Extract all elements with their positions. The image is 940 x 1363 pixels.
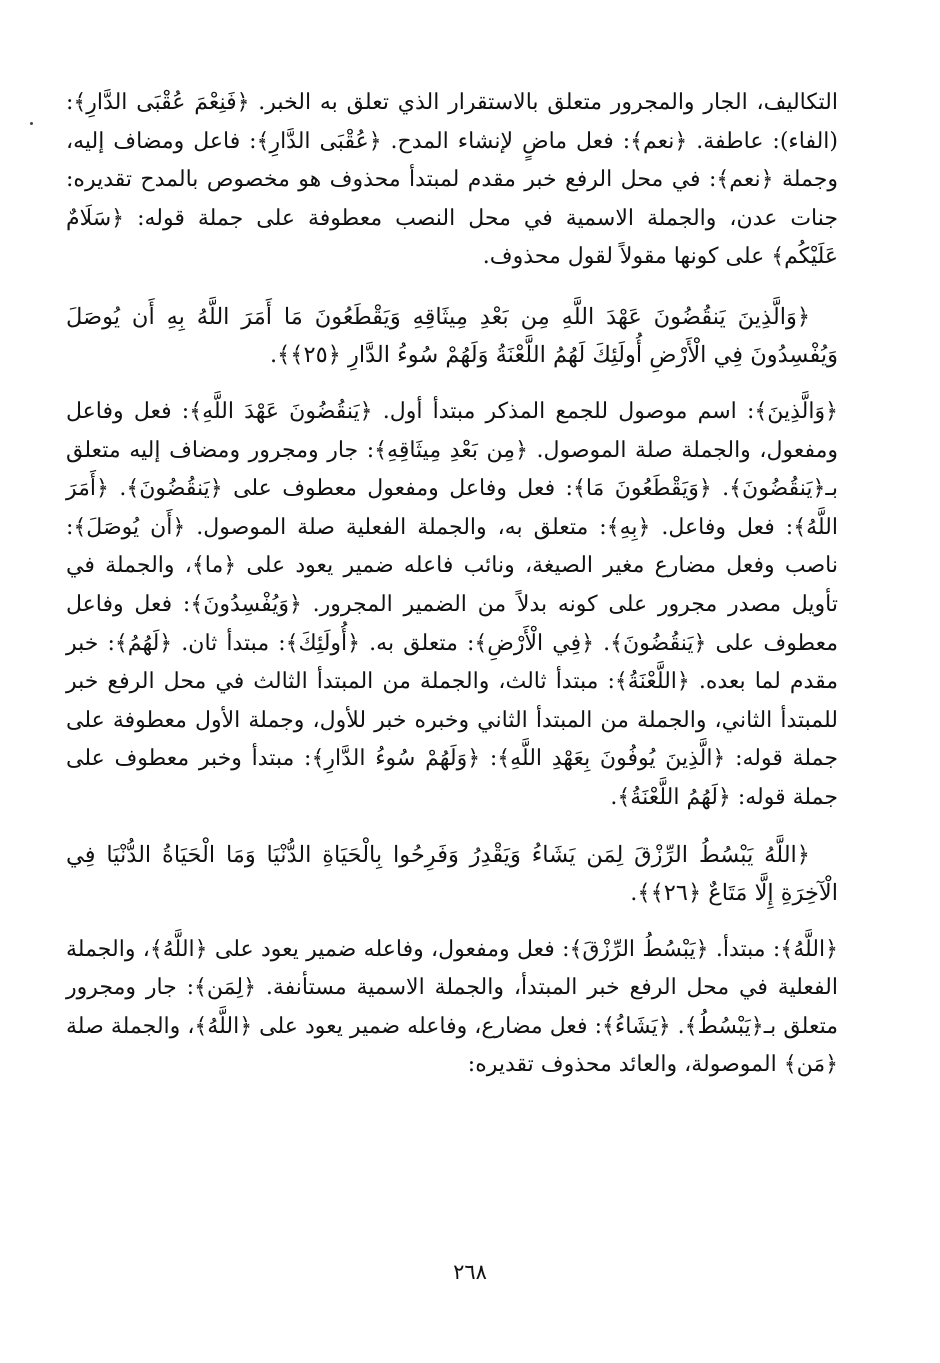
paragraph-commentary-1: التكاليف، الجار والمجرور متعلق بالاستقرار الذي تعلق به الخبر. ﴿فَنِعْمَ عُقْبَى الدَّارِ﴾: (الفاء): عاطفة. ﴿نعم﴾: فعل ماضٍ لإنشاء المدح. ﴿عُقْبَى الدَّارِ﴾: فاعل ومضاف إليه، وجملة ﴿نعم﴾: في محل الرفع خبر مقدم لمبتدأ محذوف هو مخصوص بالمدح تقديره: جنات عدن، والجملة الاسمية في محل النصب معطوفة على جملة قوله: ﴿سَلَامٌ عَلَيْكُم﴾ على كونها مقولاً لقول محذوف.	[66, 90, 838, 270]
scan-speck	[30, 122, 33, 125]
quran-verse-26: ﴿اللَّهُ يَبْسُطُ الرِّزْقَ لِمَن يَشَاءُ وَيَقْدِرُ وَفَرِحُوا بِالْحَيَاةِ الدُّنْيَا وَمَا الْحَيَاةُ الدُّنْيَا فِي الْآخِرَةِ إِلَّا مَتَاعٌ ﴿٢٦﴾﴾.	[66, 841, 838, 906]
quran-verse-25: ﴿وَالَّذِينَ يَنقُضُونَ عَهْدَ اللَّهِ مِن بَعْدِ مِيثَاقِهِ وَيَقْطَعُونَ مَا أَمَرَ اللَّهُ بِهِ أَن يُوصَلَ وَيُفْسِدُونَ فِي الْأَرْضِ أُولَئِكَ لَهُمُ اللَّعْنَةُ وَلَهُمْ سُوءُ الدَّارِ ﴿٢٥﴾﴾.	[66, 303, 838, 369]
paragraph-commentary-3: ﴿اللَّهُ﴾: مبتدأ. ﴿يَبْسُطُ الرِّزْقَ﴾: فعل ومفعول، وفاعله ضمير يعود على ﴿اللَّهُ﴾، والجملة الفعلية في محل الرفع خبر المبتدأ، والجملة الاسمية مستأنفة. ﴿لِمَن﴾: جار ومجرور متعلق بـ﴿يَبْسُطُ﴾. ﴿يَشَاءُ﴾: فعل مضارع، وفاعله ضمير يعود على ﴿اللَّهُ﴾، والجملة صلة ﴿مَن﴾ الموصولة، والعائد محذوف تقديره:	[66, 936, 838, 1078]
page-number: ٢٦٨	[453, 1260, 487, 1284]
page-body	[66, 84, 838, 1085]
paragraph-commentary-2: ﴿وَالَّذِينَ﴾: اسم موصول للجمع المذكر مبتدأ أول. ﴿يَنقُضُونَ عَهْدَ اللَّهِ﴾: فعل وفاعل ومفعول، والجملة صلة الموصول. ﴿مِن بَعْدِ مِيثَاقِهِ﴾: جار ومجرور ومضاف إليه متعلق بـ﴿يَنقُضُونَ﴾. ﴿وَيَقْطَعُونَ مَا﴾: فعل وفاعل ومفعول معطوف على ﴿يَنقُضُونَ﴾. ﴿أَمَرَ اللَّهُ﴾: فعل وفاعل. ﴿بِهِ﴾: متعلق به، والجملة الفعلية صلة الموصول. ﴿أَن يُوصَلَ﴾: ناصب وفعل مضارع مغير الصيغة، ونائب فاعله ضمير يعود على ﴿ما﴾، والجملة في تأويل مصدر مجرور على كونه بدلاً من الضمير المجرور. ﴿وَيُفْسِدُونَ﴾: فعل وفاعل معطوف على ﴿يَنقُضُونَ﴾. ﴿فِي الْأَرْضِ﴾: متعلق به. ﴿أُولَئِكَ﴾: مبتدأ ثان. ﴿لَهُمُ﴾: خبر مقدم لما بعده. ﴿اللَّعْنَةُ﴾: مبتدأ ثالث، والجملة من المبتدأ الثالث في محل الرفع خبر للمبتدأ الثاني، والجملة من المبتدأ الثاني وخبره خبر للأول، وجملة الأول معطوفة على جملة قوله: ﴿الَّذِينَ يُوفُونَ بِعَهْدِ اللَّهِ﴾: ﴿وَلَهُمْ سُوءُ الدَّارِ﴾: مبتدأ وخبر معطوف على جملة قوله: ﴿لَهُمُ اللَّعْنَةُ﴾.	[66, 398, 838, 810]
